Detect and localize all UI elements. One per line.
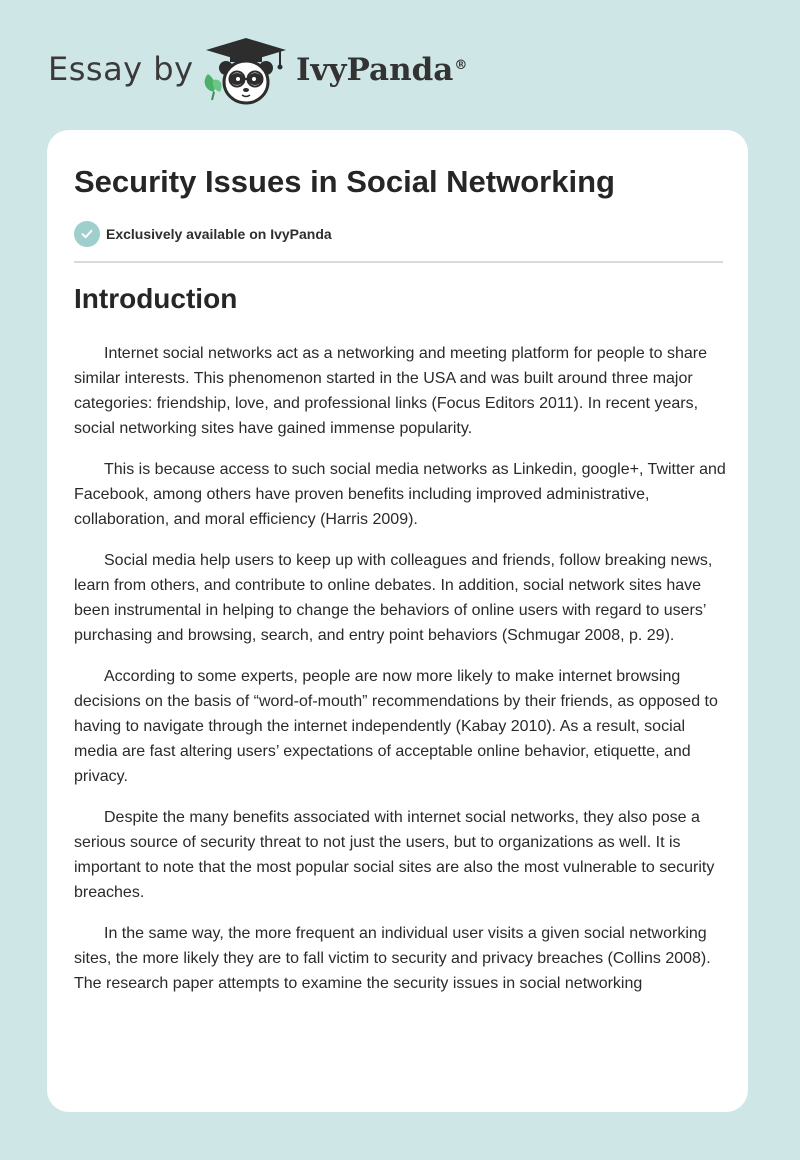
exclusive-badge [74, 221, 332, 247]
essay-title: Security Issues in Social Networking [74, 164, 615, 199]
paragraph: In the same way, the more frequent an individual user visits a given social networking sites, the more likely they are to fall victim to security and privacy breaches (Collins 2008). The research paper attempts to examine the security issues in social networking [74, 925, 711, 992]
paragraph: Internet social networks act as a networking and meeting platform for people to share similar interests. This phenomenon started in the USA and was built around three major categories: friendship, love, and professional links (Focus Editors 2011). In recent years, social networking sites have gained immense popularity. [74, 345, 707, 437]
check-circle-icon [74, 221, 100, 247]
brand-logo-text[interactable] [296, 52, 467, 88]
essay-card [47, 130, 748, 1112]
paragraph: This is because access to such social media networks as Linkedin, google+, Twitter and Facebook, among others have proven benefits including improved administrative, collaboration, and moral efficiency (Harris 2009). [74, 461, 726, 528]
paragraph: According to some experts, people are now more likely to make internet browsing decisions on the basis of “word-of-mouth” recommendations by their friends, as opposed to having to navigate through the internet independently (Kabay 2010). As a result, social media are fast altering users’ expectations of acceptable online behavior, etiquette, and privacy. [74, 668, 718, 785]
essay-body [74, 341, 726, 1012]
paragraph: Despite the many benefits associated with internet social networks, they also pose a serious source of security threat to not just the users, but to organizations as well. It is important to note that the most popular social sites are also the most vulnerable to security breaches. [74, 809, 715, 901]
exclusive-badge-label: Exclusively available on IvyPanda [106, 226, 332, 242]
brand-name: IvyPanda [296, 52, 454, 88]
site-header [0, 0, 800, 120]
essay-by-label: Essay by [48, 50, 194, 88]
registered-mark: ® [454, 57, 468, 73]
panda-graduate-logo-icon[interactable] [200, 34, 292, 108]
section-heading: Introduction [74, 283, 238, 314]
title-divider [74, 261, 723, 263]
paragraph: Social media help users to keep up with colleagues and friends, follow breaking news, learn from others, and contribute to online debates. In addition, social network sites have been instrumental in helping to change the behaviors of online users with regard to users’ purchasing and browsing, search, and entry point behaviors (Schmugar 2008, p. 29). [74, 552, 713, 644]
